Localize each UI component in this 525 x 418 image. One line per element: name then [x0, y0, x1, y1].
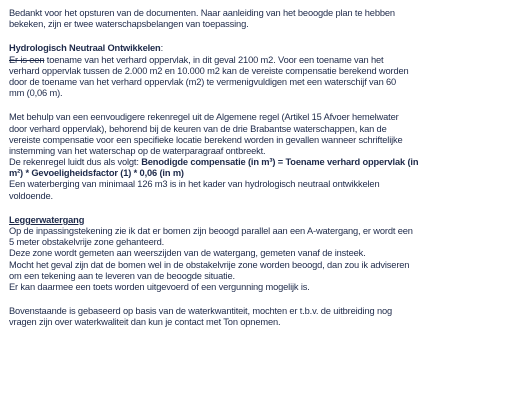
- legger-line-2: 5 meter obstakelvrije zone gehanteerd.: [9, 237, 165, 248]
- closing-line-2: vragen zijn over waterkwaliteit dan kun je contact met Ton opnemen.: [9, 317, 281, 328]
- intro-line-2: bekeken, zijn er twee waterschapsbelangen van toepassing.: [9, 19, 249, 30]
- intro-line-1: Bedankt voor het opsturen van de documenten. Naar aanleiding van het beoogde plan te hebben: [9, 8, 395, 18]
- hydro-line-2: verhard oppervlak tussen de 2.000 m2 en 10.000 m2 kan de vereiste compensatie berekend worden: [9, 65, 409, 76]
- hydro-heading-line: [9, 43, 521, 54]
- rule-line-5: [9, 157, 521, 168]
- legger-heading: Leggerwatergang: [9, 214, 85, 225]
- rule-line-8: voldoende.: [9, 190, 53, 201]
- legger-line-6: Er kan daarmee een toets worden uitgevoerd of een vergunning mogelijk is.: [9, 281, 310, 292]
- hydro-line-3: door de toename van het verhard oppervlak (m2) te vermenigvuldigen met een waterschijf van 60: [9, 76, 397, 87]
- rule-line-1: Met behulp van een eenvoudigere rekenregel uit de Algemene regel (Artikel 15 Afvoer hemelwater: [9, 112, 399, 123]
- closing-line-1: Bovenstaande is gebaseerd op basis van de waterkwantiteit, mochten er t.b.v. de uitbreiding nog: [9, 306, 393, 317]
- legger-line-3: Deze zone wordt gemeten aan weerszijden van de watergang, gemeten vanaf de insteek.: [9, 248, 366, 259]
- legger-line-1: Op de inpassingstekening zie ik dat er bomen zijn beoogd parallel aan een A-watergang, er wordt een: [9, 226, 413, 236]
- legger-line-5: om een tekening aan te leveren van de beoogde situatie.: [9, 270, 235, 281]
- legger-line-4: Mocht het geval zijn dat de bomen wel in de obstakelvrije zone worden beoogd, dan zou ik adviseren: [9, 259, 410, 270]
- rule-line-7: Een waterberging van minimaal 126 m3 is in het kader van hydrologisch neutraal ontwikkelen: [9, 179, 380, 190]
- formula-part-1: Benodigde compensatie (in m³) = Toename verhard oppervlak (in: [141, 157, 419, 168]
- hydro-heading-colon: :: [160, 43, 164, 54]
- hydro-line-4: mm (0,06 m).: [9, 88, 63, 99]
- document-body: [9, 8, 521, 329]
- rule-line-2: door verhard oppervlak), behorend bij de keuren van de drie Brabantse waterschappen, kan de: [9, 123, 387, 134]
- formula-part-2: m²) * Gevoeligheidsfactor (1) * 0,06 (in m): [9, 168, 184, 179]
- rule-line-3: vereiste compensatie voor een specifieke locatie berekend worden in gevallen wanneer schriftelijke: [9, 134, 403, 145]
- struck-text: Er is een: [9, 54, 45, 65]
- hydro-heading: Hydrologisch Neutraal Ontwikkelen: [9, 43, 161, 54]
- rule-line-4: instemming van het waterschap op de waterparagraaf ontbreekt.: [9, 145, 266, 156]
- hydro-line-1: [9, 55, 521, 66]
- hydro-line-1-rest: toename van het verhard oppervlak, in dit geval 2100 m2. Voor een toename van het: [44, 54, 384, 65]
- rule-intro: De rekenregel luidt dus als volgt:: [9, 157, 142, 168]
